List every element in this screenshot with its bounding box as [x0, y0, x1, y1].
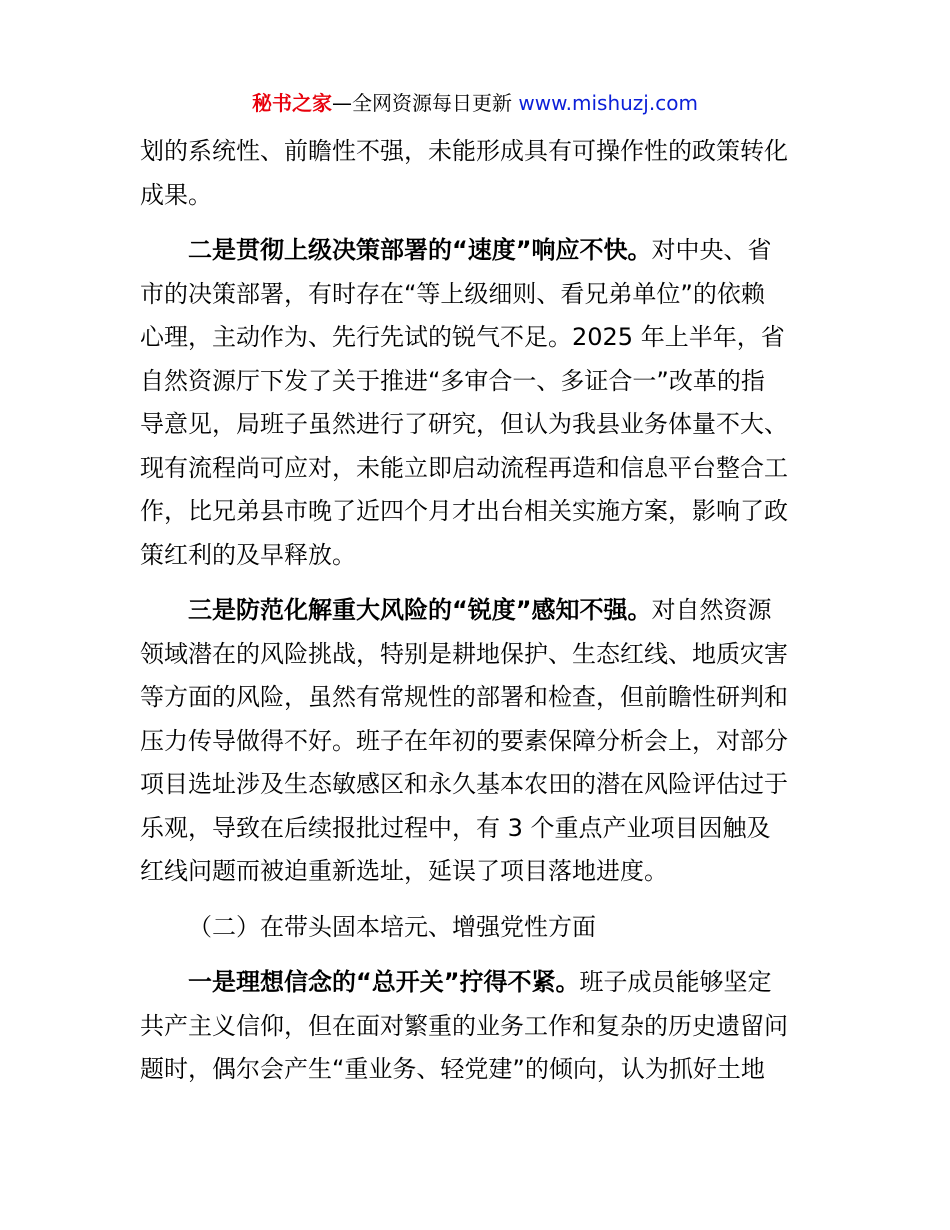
- paragraph-lead: 二是贯彻上级决策部署的“速度”响应不快。: [188, 236, 652, 264]
- section-heading-text: （二）在带头固本培元、增强党性方面: [188, 912, 596, 941]
- paragraph-text: 对中央、省 市的决策部署，有时存在“等上级细则、看兄弟单位”的依赖 心理，主动作为、先行先试的锐气不足。2025 年上半年，省 自然资源厅下发了关于推进“多审合一、多证合一”改革的指 导意见，局班子虽然进行了研究，但认为我县业务体量不大、 现有流程尚可应对，未能立即启动流程再造和信息平台整合工 作，比兄弟县市晚了近四个月才出台相关实施方案，影响了政 策红利的及早释放。: [140, 236, 788, 569]
- site-tagline: —全网资源每日更新: [332, 91, 519, 115]
- paragraph-lead: 三是防范化解重大风险的“锐度”感知不强。: [188, 596, 652, 624]
- paragraph-speed: [140, 229, 812, 577]
- paragraph-text: 划的系统性、前瞻性不强，未能形成具有可操作性的政策转化 成果。: [140, 137, 788, 209]
- document-body: [140, 130, 812, 1104]
- site-brand: 秘书之家: [252, 91, 333, 115]
- paragraph-continuation: [140, 130, 812, 217]
- paragraph-ideals: [140, 961, 812, 1092]
- paragraph-text: 对自然资源 领域潜在的风险挑战，特别是耕地保护、生态红线、地质灾害 等方面的风险，虽然有常规性的部署和检查，但前瞻性研判和 压力传导做得不好。班子在年初的要素保障分析会上，对部分 项目选址涉及生态敏感区和永久基本农田的潜在风险评估过于 乐观，导致在后续报批过程中，有 3 个重点产业项目因触及 红线问题而被迫重新选址，延误了项目落地进度。: [140, 596, 788, 885]
- paragraph-text: 班子成员能够坚定 共产主义信仰，但在面对繁重的业务工作和复杂的历史遗留问 题时，偶尔会产生“重业务、轻党建”的倾向，认为抓好土地: [140, 968, 788, 1083]
- paragraph-sharpness: [140, 589, 812, 894]
- site-url-link[interactable]: www.mishuzj.com: [518, 91, 698, 115]
- site-header: [0, 88, 950, 118]
- section-heading: [140, 906, 812, 950]
- paragraph-lead: 一是理想信念的“总开关”拧得不紧。: [188, 968, 580, 996]
